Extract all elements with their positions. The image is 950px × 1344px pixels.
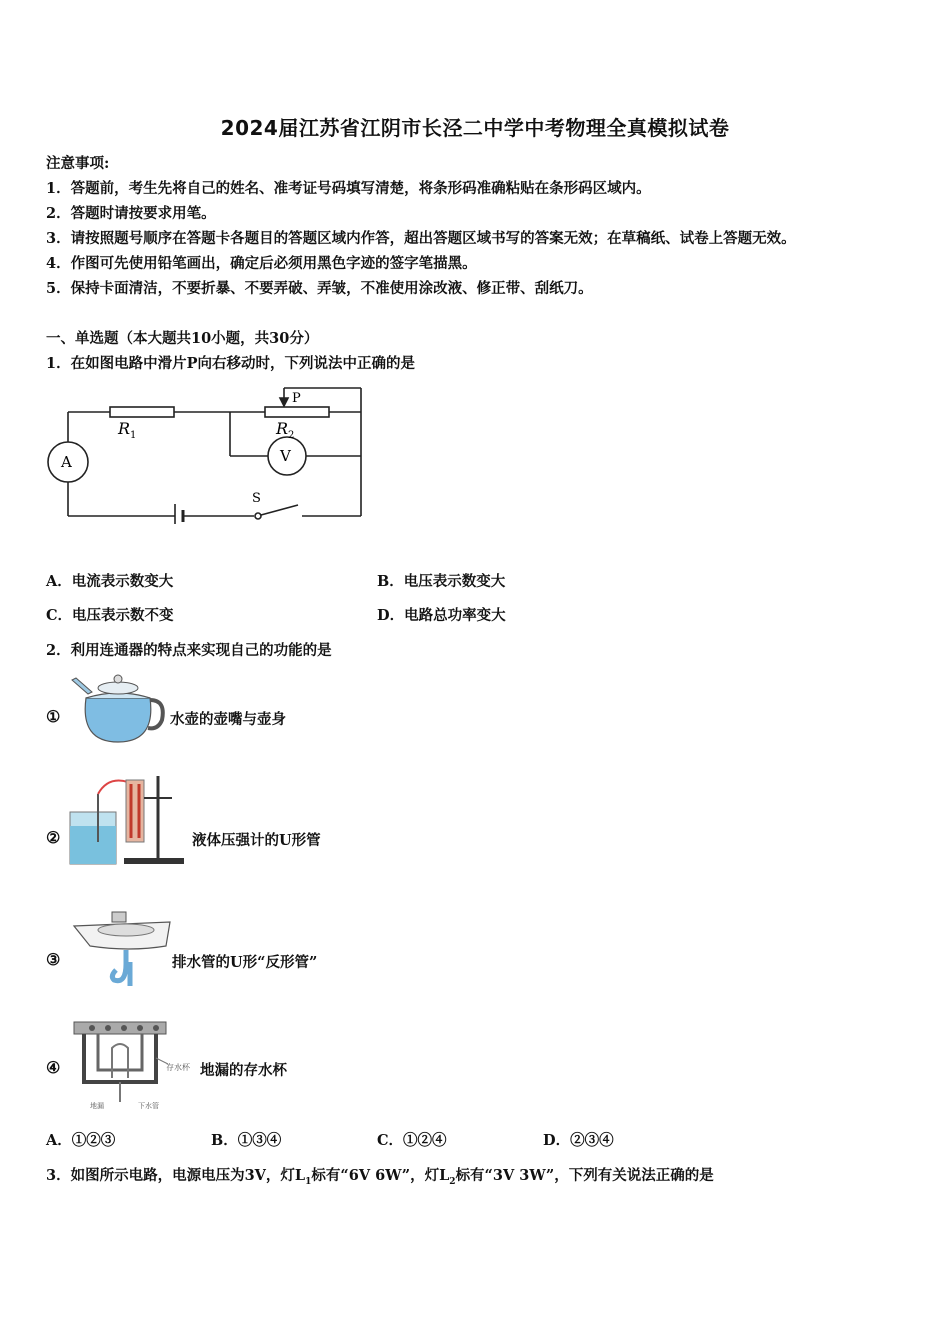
q2-item-label: 液体压强计的U形管 <box>192 832 321 849</box>
q2-stem: 2．利用连通器的特点来实现自己的功能的是 <box>46 642 332 659</box>
drain-label: 地漏 <box>90 1102 104 1110</box>
q2-option-c[interactable]: C．①②④ <box>377 1132 447 1149</box>
resistor-r1 <box>110 407 174 417</box>
notice-item: 2．答题时请按要求用笔。 <box>46 205 216 222</box>
slider-arrow-icon <box>280 398 288 406</box>
q2-item-label: 排水管的U形“反形管” <box>172 954 318 971</box>
q2-item-label: 地漏的存水杯 <box>200 1062 287 1079</box>
ammeter-label: A <box>61 453 72 471</box>
floor-drain-icon <box>68 1018 202 1110</box>
q3-subscript: 2 <box>449 1176 456 1187</box>
switch-label: S <box>252 491 261 506</box>
q2-item-number: ① <box>46 707 61 726</box>
pipe-label: 下水管 <box>138 1102 159 1110</box>
r2-label: R <box>276 419 289 438</box>
resistor-r2 <box>265 407 329 417</box>
notice-heading: 注意事项: <box>46 155 110 172</box>
notice-item: 1．答题前，考生先将自己的姓名、准考证号码填写清楚，将条形码准确粘贴在条形码区域内。 <box>46 180 651 197</box>
r1-label: R <box>118 419 131 438</box>
q1-option-a[interactable]: A．电流表示数变大 <box>46 573 174 590</box>
r2-subscript: 2 <box>288 430 295 441</box>
q1-option-b[interactable]: B．电压表示数变大 <box>377 573 506 590</box>
q2-option-a[interactable]: A．①②③ <box>46 1132 116 1149</box>
q3-stem-part: 标有“3V 3W”，下列有关说法正确的是 <box>455 1167 714 1184</box>
page-title: 2024届江苏省江阴市长泾二中学中考物理全真模拟试卷 <box>220 116 730 140</box>
q2-option-b[interactable]: B．①③④ <box>211 1132 282 1149</box>
q1-circuit-diagram <box>40 384 370 524</box>
q2-item-number: ② <box>46 828 61 847</box>
q1-option-c[interactable]: C．电压表示数不变 <box>46 607 174 624</box>
sink-icon <box>70 906 174 988</box>
kettle-icon <box>70 670 166 746</box>
notice-item: 3．请按照题号顺序在答题卡各题目的答题区域内作答，超出答题区域书写的答案无效；在草稿纸、试卷上答题无效。 <box>46 230 796 247</box>
cup-label: 存水杯 <box>166 1063 190 1072</box>
section-heading: 一、单选题（本大题共10小题，共30分） <box>46 330 319 347</box>
q3-stem-part: 3．如图所示电路，电源电压为3V，灯L <box>46 1167 306 1184</box>
q3-subscript: 1 <box>305 1176 312 1187</box>
p-label: P <box>292 391 301 406</box>
notice-item: 5．保持卡面清洁，不要折暴、不要弄破、弄皱，不准使用涂改液、修正带、刮纸刀。 <box>46 280 593 297</box>
q3-stem-part: 标有“6V 6W”，灯L <box>311 1167 450 1184</box>
q2-item-number: ③ <box>46 950 61 969</box>
q2-item-number: ④ <box>46 1058 61 1077</box>
switch-contact <box>255 513 261 519</box>
q1-stem: 1．在如图电路中滑片P向右移动时，下列说法中正确的是 <box>46 355 415 372</box>
q3-stem <box>46 1164 714 1187</box>
notice-item: 4．作图可先使用铅笔画出，确定后必须用黑色字迹的签字笔描黑。 <box>46 255 477 272</box>
r1-subscript: 1 <box>130 430 137 441</box>
manometer-icon <box>68 772 188 868</box>
q1-option-d[interactable]: D．电路总功率变大 <box>377 607 506 624</box>
q2-option-d[interactable]: D．②③④ <box>543 1132 614 1149</box>
q2-item-label: 水壶的壶嘴与壶身 <box>170 711 286 728</box>
voltmeter-label: V <box>280 447 291 465</box>
